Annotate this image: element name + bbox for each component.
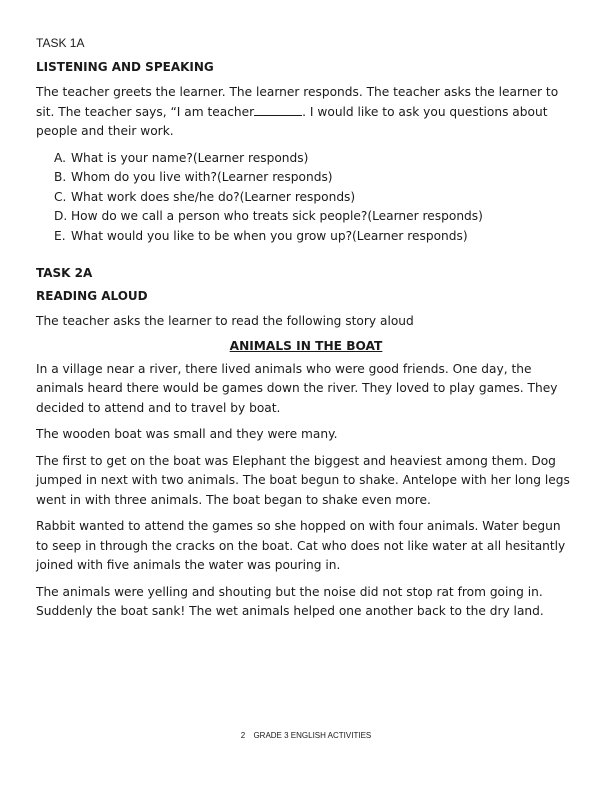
task1-heading: LISTENING AND SPEAKING (36, 60, 214, 74)
question-letter: E. (54, 228, 66, 243)
question-text: Whom do you live with?(Learner responds) (71, 170, 333, 184)
page-footer (0, 731, 612, 740)
task1-intro-end: . I would like to ask you questions about people and their work. (36, 104, 548, 138)
question-letter: C. (54, 189, 67, 204)
question-letter: B. (54, 170, 67, 184)
question-item (54, 207, 576, 227)
question-item (54, 149, 576, 169)
story-paragraph: Rabbit wanted to attend the games so she hopped on with four animals. Water begun to seep in through the cracks on the boat. Cat who does not like water at all hesitantly joined with five animals the water was pouring in. (36, 519, 566, 572)
question-text: How do we call a person who treats sick people?(Learner responds) (71, 209, 483, 223)
page-content (36, 36, 576, 629)
question-text: What work does she/he do?(Learner responds) (71, 189, 356, 204)
page-number: 2 (240, 731, 246, 740)
task1-intro-start: The teacher greets the learner. The learner responds. The teacher asks the learner to sit. The teacher says, “I am teacher (36, 85, 559, 119)
question-text: What is your name?(Learner responds) (71, 150, 309, 165)
story-paragraph: The wooden boat was small and they were many. (36, 427, 338, 441)
task1-intro (36, 83, 576, 142)
question-letter: A. (54, 150, 66, 165)
story-paragraph: The first to get on the boat was Elephant the biggest and heaviest among them. Dog jumped in next with two animals. The boat begun to shake. Antelope with her long legs went in with three animals. The boat began to shake even more. (36, 453, 570, 507)
section-spacer (36, 256, 576, 266)
question-item (54, 188, 576, 208)
task2-instruction: The teacher asks the learner to read the following story aloud (36, 314, 414, 328)
story-paragraph: In a village near a river, there lived animals who were good friends. One day, the animals heard there would be games down the river. They loved to play games. They decided to attend and to travel by boat. (36, 361, 558, 415)
footer-title: GRADE 3 ENGLISH ACTIVITIES (253, 731, 372, 740)
task1-label: TASK 1A (36, 36, 85, 50)
question-letter: D. (54, 209, 68, 223)
question-text: What would you like to be when you grow up?(Learner responds) (71, 228, 468, 243)
task2-label: TASK 2A (36, 266, 93, 280)
question-list (54, 149, 576, 247)
name-blank (254, 104, 302, 116)
question-item (54, 227, 576, 247)
story-title: ANIMALS IN THE BOAT (229, 338, 383, 353)
story-paragraph: The animals were yelling and shouting but the noise did not stop rat from going in. Suddenly the boat sank! The wet animals helped one another back to the dry land. (36, 584, 544, 618)
question-item (54, 168, 576, 188)
task2-heading: READING ALOUD (36, 289, 148, 303)
